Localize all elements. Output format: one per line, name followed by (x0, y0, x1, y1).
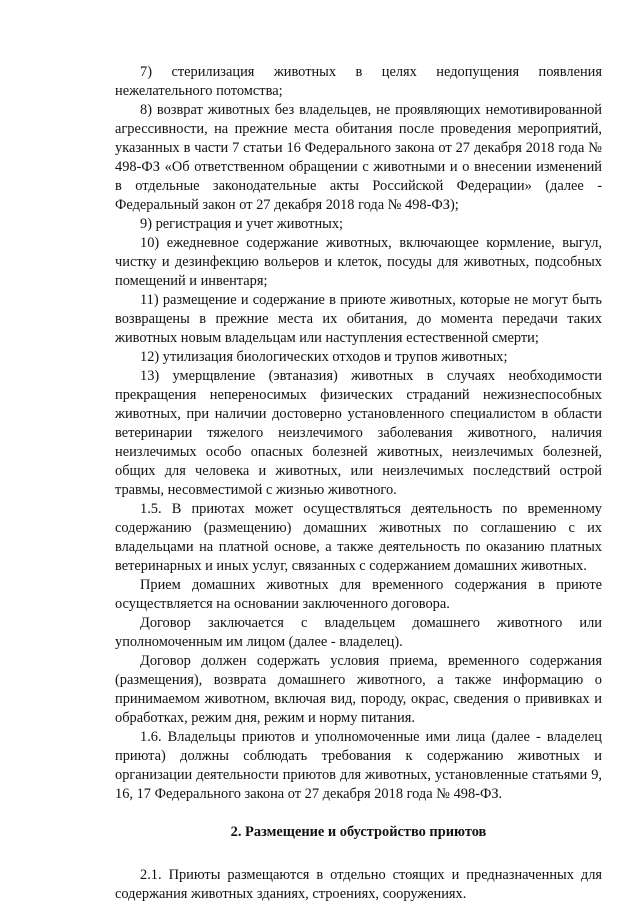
paragraph-contract-terms: Договор должен содержать условия приема, временного содержания (размещения), возврата домашнего животного, а также информацию о принимаемом животном, включая вид, породу, окрас, сведения о прививках и обработках, режим дня, режим и норму питания. (115, 653, 602, 726)
paragraph-temporary-admission: Прием домашних животных для временного содержания в приюте осуществляется на основании заключенного договора. (115, 577, 602, 612)
paragraph-item-7: 7) стерилизация животных в целях недопущения появления нежелательного потомства; (115, 64, 602, 99)
paragraph-item-11: 11) размещение и содержание в приюте животных, которые не могут быть возвращены в прежние места их обитания, до момента передачи таких животных новым владельцам или наступления естественной смерти; (115, 292, 602, 346)
paragraph-1-5: 1.5. В приютах может осуществляться деятельность по временному содержанию (размещению) домашних животных по соглашению с их владельцами на платной основе, а также деятельность по оказанию платных ветеринарных и иных услуг, связанных с содержанием домашних животных. (115, 501, 602, 574)
paragraph-1-6: 1.6. Владельцы приютов и уполномоченные ими лица (далее - владелец приюта) должны соблюдать требования к содержанию животных и организации деятельности приютов для животных, установленные статьями 9, 16, 17 Федерального закона от 27 декабря 2018 года № 498-ФЗ. (115, 729, 602, 802)
paragraph-item-12: 12) утилизация биологических отходов и трупов животных; (140, 349, 508, 365)
paragraph-item-9: 9) регистрация и учет животных; (140, 216, 344, 232)
document-body (115, 63, 602, 904)
paragraph-contract-parties: Договор заключается с владельцем домашнего животного или уполномоченным им лицом (далее - владелец). (115, 615, 602, 650)
section-heading: 2. Размещение и обустройство приютов (230, 824, 487, 840)
paragraph-item-8: 8) возврат животных без владельцев, не проявляющих немотивированной агрессивности, на прежние места обитания после проведения мероприятий, указанных в части 7 статьи 16 Федерального закона от 27 декабря 2018 года № 498-ФЗ «Об ответственном обращении с животными и о внесении изменений в отдельные законодательные акты Российской Федерации» (далее - Федеральный закон от 27 декабря 2018 года № 498-ФЗ); (115, 102, 602, 213)
paragraph-item-13: 13) умерщвление (эвтаназия) животных в случаях необходимости прекращения непереносимых физических страданий нежизнеспособных животных, при наличии достоверно установленного специалистом в области ветеринарии тяжелого неизлечимого заболевания животного, наличия неизлечимых особо опасных болезней животных, неизлечимых болезней, общих для человека и животных, или неизлечимых последствий острой травмы, несовместимой с жизнью животного. (115, 368, 602, 498)
paragraph-2-1: 2.1. Приюты размещаются в отдельно стоящих и предназначенных для содержания животных зданиях, строениях, сооружениях. (115, 867, 602, 902)
paragraph-item-10: 10) ежедневное содержание животных, включающее кормление, выгул, чистку и дезинфекцию вольеров и клеток, посуды для животных, подсобных помещений и инвентаря; (115, 235, 602, 289)
